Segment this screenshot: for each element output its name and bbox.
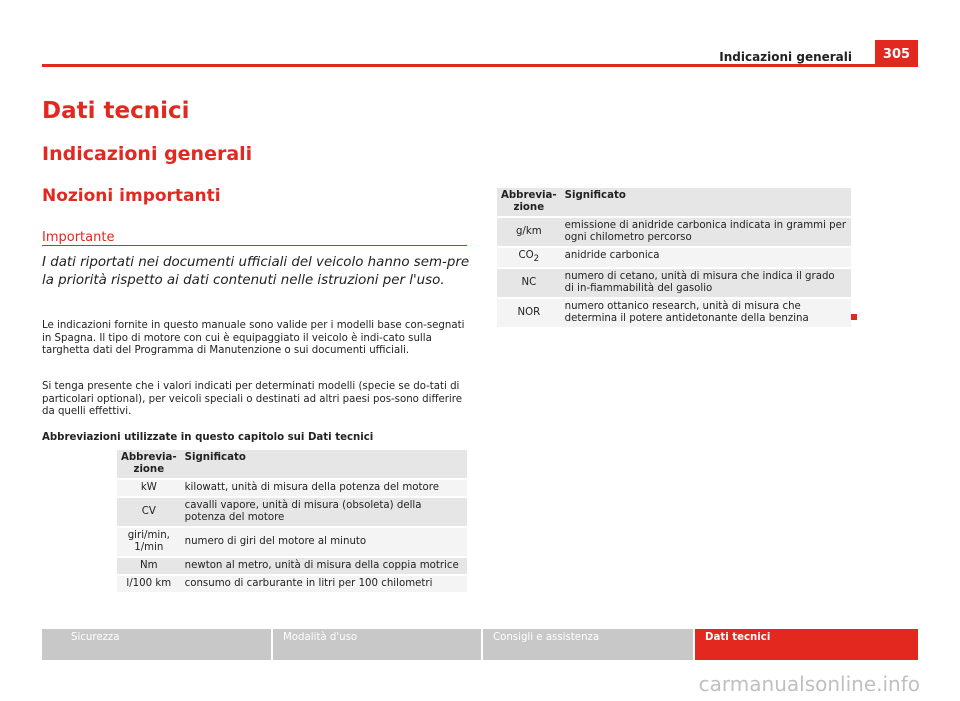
table-row [497,299,851,327]
table-row [117,480,467,496]
running-header: Indicazioni generali [719,50,852,64]
abbreviations-table-2 [497,186,851,329]
meaning-cell: consumo di carburante in litri per 100 chilometri [181,576,467,592]
abbr-cell: Nm [117,558,181,574]
subsection-title: Nozioni importanti [42,186,221,206]
chapter-title: Dati tecnici [42,98,190,124]
header-rule [42,64,918,67]
nav-tab-modalita-uso[interactable]: Modalità d'uso [273,629,481,660]
meaning-cell: kilowatt, unità di misura della potenza del motore [181,480,467,496]
abbr-cell: giri/min, 1/min [117,528,181,556]
section-title: Indicazioni generali [42,143,253,165]
table-row [497,248,851,267]
watermark: carmanualsonline.info [698,672,920,696]
table-row [497,218,851,246]
abbr-subscript: 2 [533,254,540,265]
table-header-row [497,188,851,216]
section-end-marker [851,314,857,320]
important-heading: Importante [42,230,115,245]
meaning-cell: numero di giri del motore al minuto [181,528,467,556]
table-heading: Abbreviazioni utilizzate in questo capitolo sui Dati tecnici [42,432,374,443]
header-meaning: Significato [181,450,467,478]
table-row [497,269,851,297]
abbr-cell: CV [117,498,181,526]
paragraph-2: Si tenga presente che i valori indicati per determinati modelli (specie se do-tati di particolari optional), per veicoli speciali o destinati ad altri paesi pos-sono differire da quelli effettivi. [42,381,462,418]
important-rule [42,245,467,246]
abbr-cell [497,248,561,267]
nav-tab-sicurezza[interactable]: Sicurezza [42,629,271,660]
lead-paragraph: I dati riportati nei documenti ufficiali del veicolo hanno sem-pre la priorità rispetto ai dati contenuti nelle istruzioni per l'uso. [42,255,470,288]
meaning-cell: emissione di anidride carbonica indicata in grammi per ogni chilometro percorso [561,218,851,246]
table-row [117,498,467,526]
meaning-cell: numero ottanico research, unità di misura che determina il potere antidetonante della benzina [561,299,851,327]
abbr-base: CO [518,250,534,261]
table-header-row [117,450,467,478]
header-abbr: Abbrevia-zione [497,188,561,216]
abbr-cell: g/km [497,218,561,246]
header-abbr: Abbrevia-zione [117,450,181,478]
table-row [117,576,467,592]
abbr-cell: l/100 km [117,576,181,592]
meaning-cell: cavalli vapore, unità di misura (obsoleta) della potenza del motore [181,498,467,526]
abbr-cell: kW [117,480,181,496]
nav-tab-consigli-assistenza[interactable]: Consigli e assistenza [483,629,693,660]
meaning-cell: newton al metro, unità di misura della coppia motrice [181,558,467,574]
table-row [117,528,467,556]
abbr-cell: NOR [497,299,561,327]
page-number: 305 [875,40,918,67]
abbr-cell: NC [497,269,561,297]
abbreviations-table-1 [117,448,467,594]
header-meaning: Significato [561,188,851,216]
table-row [117,558,467,574]
nav-tab-dati-tecnici[interactable]: Dati tecnici [695,629,918,660]
meaning-cell: anidride carbonica [561,248,851,267]
paragraph-1: Le indicazioni fornite in questo manuale sono valide per i modelli base con-segnati in Spagna. Il tipo di motore con cui è equipaggiato il veicolo è indi-cato sulla targhetta dati del Programma di Manutenzione o sui documenti ufficiali. [42,320,465,357]
meaning-cell: numero di cetano, unità di misura che indica il grado di in-fiammabilità del gasolio [561,269,851,297]
